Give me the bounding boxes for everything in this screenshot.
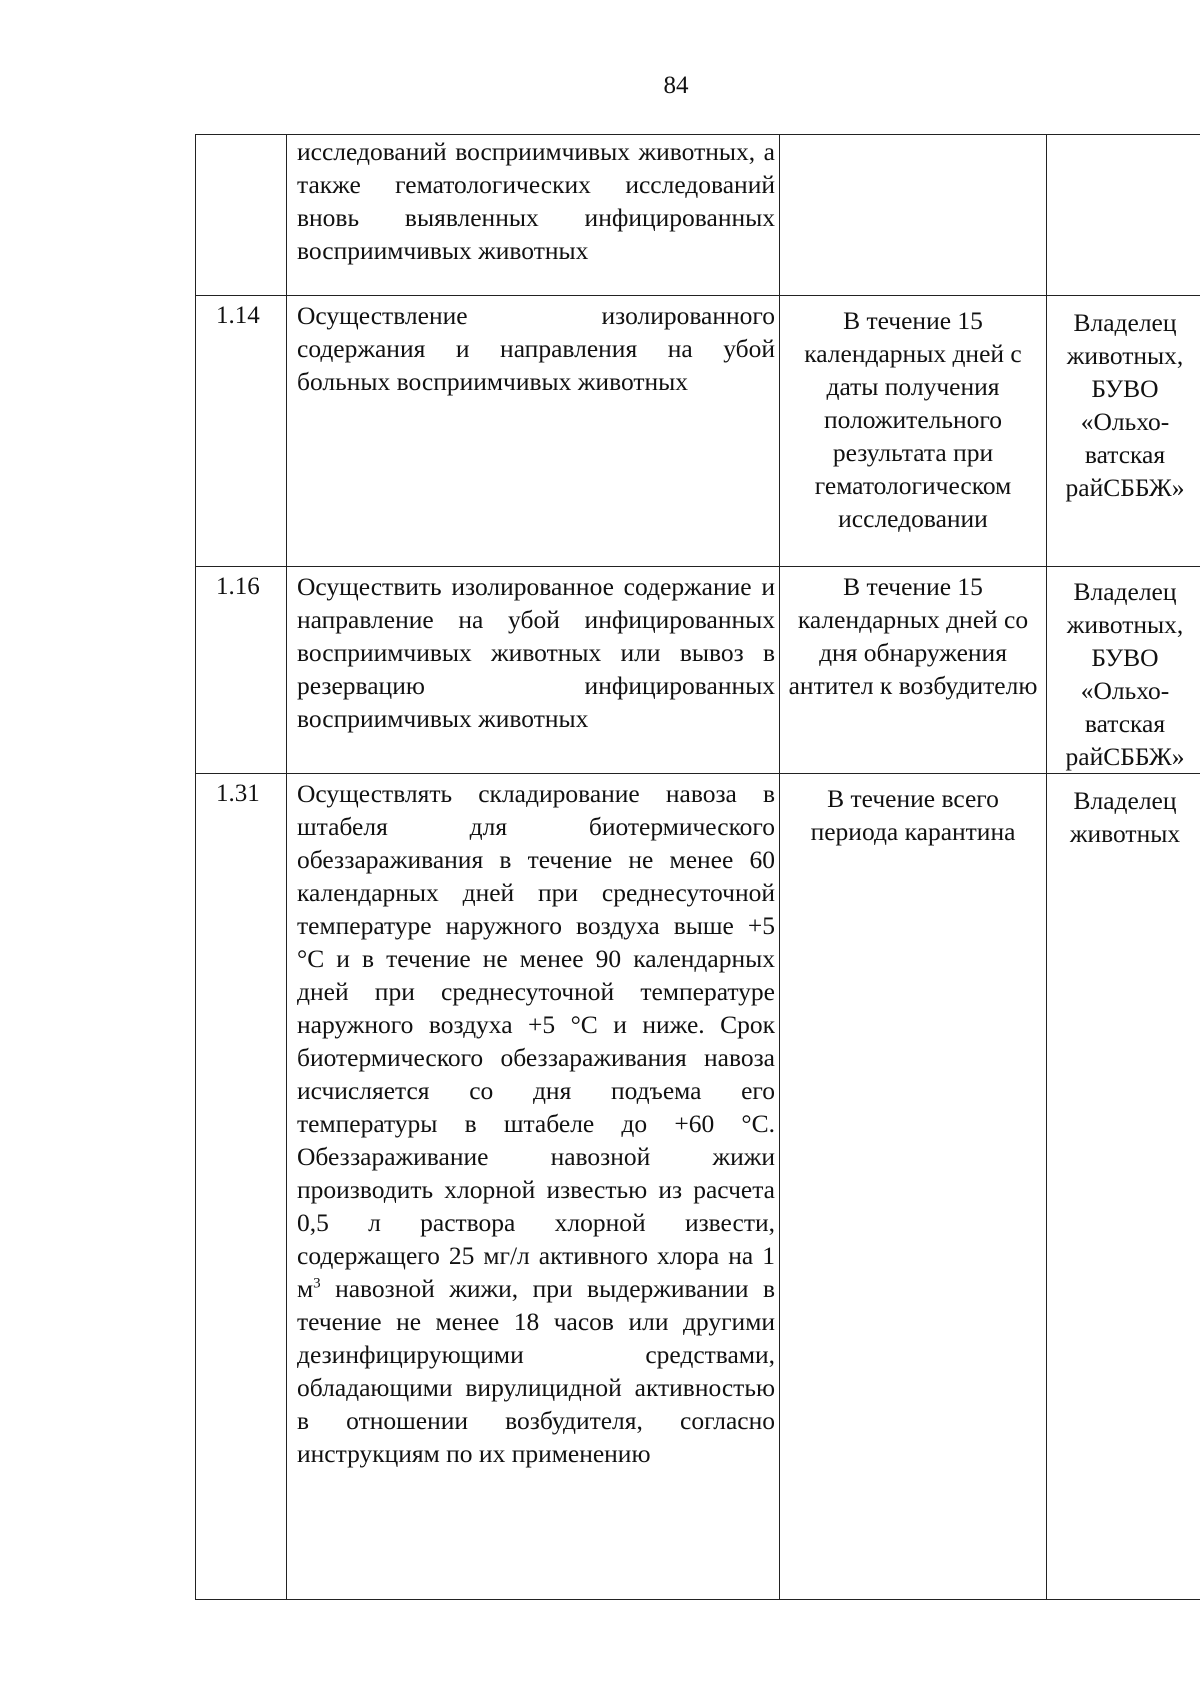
responsible-text: Владелец животных, БУВО «Ольхо- ватская райСББЖ» [1047,567,1200,774]
action-text [287,774,780,1600]
action-text: Осуществить изолированное содержание и направление на убой инфицированных восприимчивых животных или вывоз в резервацию инфицированных восприимчивых животных [287,567,780,774]
responsible-text: Владелец животных, БУВО «Ольхо- ватская райСББЖ» [1047,296,1200,567]
table-row [196,774,1200,1600]
responsible-text [1047,135,1200,296]
term-text: В течение 15 календарных дней со дня обнаружения антител к возбудителю [780,567,1047,774]
superscript-exponent: 3 [313,1275,321,1292]
row-number: 1.14 [196,296,287,567]
row-number: 1.16 [196,567,287,774]
row-number [196,135,287,296]
action-text-part: Осуществлять складирование навоза в штабеля для биотермического обеззараживания в течение не менее 60 календарных дней при среднесуточной температуре наружного воздуха выше +5 °С и в течение не менее 90 календарных дней при среднесуточной температуре наружного воздуха +5 °С и ниже. Срок биотермического обеззараживания навоза исчисляется со дня подъема его температуры в штабеле до +60 °С. Обеззараживание навозной жижи производить хлорной известью из расчета 0,5 л раствора хлорной извести, содержащего 25 мг/л активного хлора на 1 м [297,779,775,1303]
table-row [196,135,1200,296]
term-text: В течение всего периода карантина [780,774,1047,1600]
measures-table [195,134,1200,1600]
term-text [780,135,1047,296]
action-text-part: навозной жижи, при выдерживании в течение не менее 18 часов или другими дезинфицирующими средствами, обладающими вирулицидной активностью в отношении возбудителя, согласно инструкциям по их применению [297,1274,775,1468]
action-text: Осуществление изолированного содержания и направления на убой больных восприимчивых животных [287,296,780,567]
action-text: исследований восприимчивых животных, а также гематологических исследований вновь выявленных инфицированных восприимчивых животных [287,135,780,296]
responsible-text: Владелец животных [1047,774,1200,1600]
page-number: 84 [663,72,689,99]
term-text: В течение 15 календарных дней с даты получения положительного результата при гематологическом исследовании [780,296,1047,567]
table-row [196,296,1200,567]
table-row [196,567,1200,774]
row-number: 1.31 [196,774,287,1600]
